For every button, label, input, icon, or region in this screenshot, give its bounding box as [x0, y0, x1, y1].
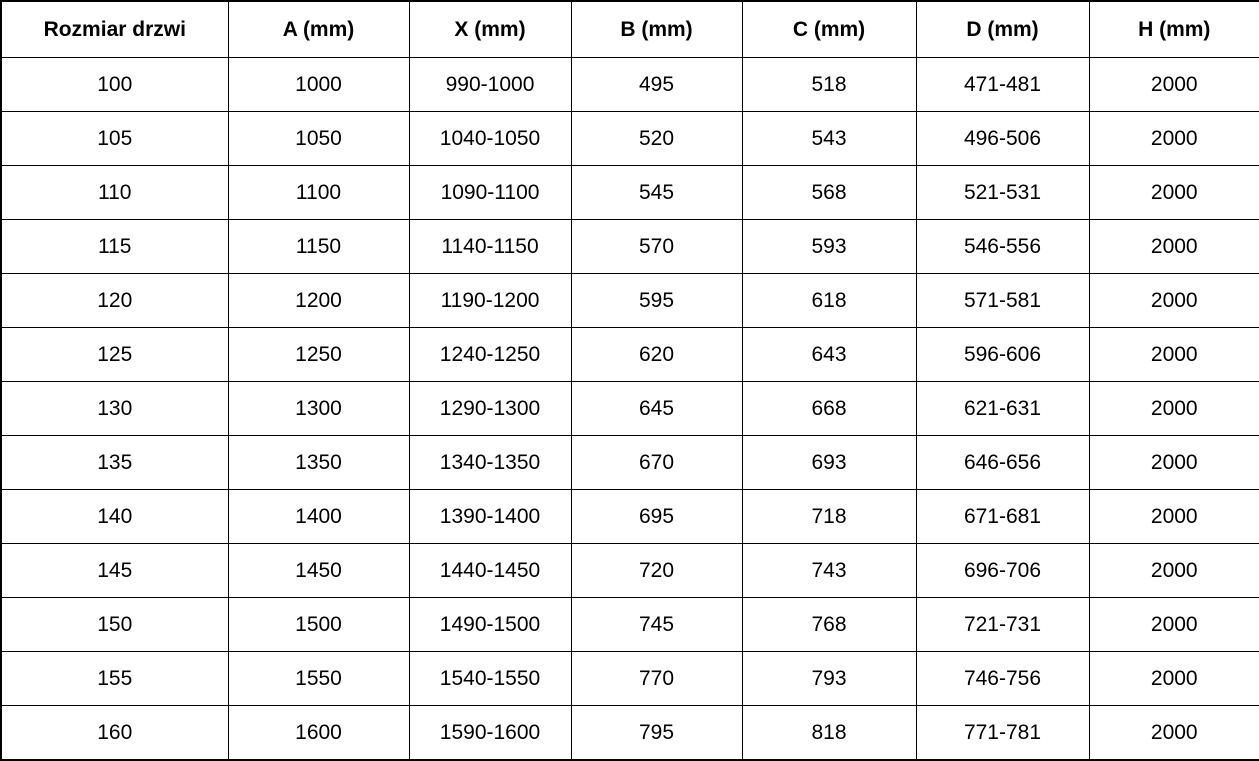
table-cell: 1250	[228, 328, 409, 382]
table-row	[1, 652, 1259, 706]
table-cell: 1450	[228, 544, 409, 598]
table-cell: 135	[1, 436, 228, 490]
table-row	[1, 598, 1259, 652]
table-cell: 2000	[1089, 220, 1259, 274]
header-row	[1, 1, 1259, 58]
table-cell: 145	[1, 544, 228, 598]
table-cell: 2000	[1089, 328, 1259, 382]
table-cell: 1050	[228, 112, 409, 166]
table-cell: 621-631	[916, 382, 1089, 436]
table-cell: 543	[742, 112, 916, 166]
table-cell: 990-1000	[409, 58, 571, 112]
table-row	[1, 490, 1259, 544]
table-cell: 620	[571, 328, 742, 382]
table-cell: 643	[742, 328, 916, 382]
column-header: A (mm)	[228, 1, 409, 58]
table-row	[1, 166, 1259, 220]
table-cell: 110	[1, 166, 228, 220]
table-cell: 496-506	[916, 112, 1089, 166]
table-cell: 120	[1, 274, 228, 328]
table-cell: 618	[742, 274, 916, 328]
table-cell: 743	[742, 544, 916, 598]
table-cell: 645	[571, 382, 742, 436]
table-cell: 1590-1600	[409, 706, 571, 760]
table-cell: 2000	[1089, 382, 1259, 436]
table-cell: 1340-1350	[409, 436, 571, 490]
table-cell: 746-756	[916, 652, 1089, 706]
table-cell: 1490-1500	[409, 598, 571, 652]
table-cell: 696-706	[916, 544, 1089, 598]
table-cell: 1540-1550	[409, 652, 571, 706]
table-cell: 2000	[1089, 436, 1259, 490]
table-cell: 1090-1100	[409, 166, 571, 220]
column-header: Rozmiar drzwi	[1, 1, 228, 58]
table-cell: 1240-1250	[409, 328, 571, 382]
table-cell: 546-556	[916, 220, 1089, 274]
table-cell: 1000	[228, 58, 409, 112]
table-cell: 1600	[228, 706, 409, 760]
table-cell: 768	[742, 598, 916, 652]
table-cell: 2000	[1089, 58, 1259, 112]
table-cell: 668	[742, 382, 916, 436]
table-row	[1, 382, 1259, 436]
table-cell: 518	[742, 58, 916, 112]
table-cell: 2000	[1089, 490, 1259, 544]
table-body	[1, 58, 1259, 760]
table-cell: 718	[742, 490, 916, 544]
table-cell: 2000	[1089, 544, 1259, 598]
table-cell: 545	[571, 166, 742, 220]
table-row	[1, 220, 1259, 274]
table-cell: 793	[742, 652, 916, 706]
column-header: B (mm)	[571, 1, 742, 58]
table-cell: 1150	[228, 220, 409, 274]
table-cell: 646-656	[916, 436, 1089, 490]
column-header: D (mm)	[916, 1, 1089, 58]
table-cell: 1550	[228, 652, 409, 706]
table-cell: 2000	[1089, 166, 1259, 220]
table-cell: 1390-1400	[409, 490, 571, 544]
table-cell: 818	[742, 706, 916, 760]
table-cell: 1500	[228, 598, 409, 652]
table-cell: 695	[571, 490, 742, 544]
table-cell: 2000	[1089, 274, 1259, 328]
table-cell: 115	[1, 220, 228, 274]
table-cell: 568	[742, 166, 916, 220]
column-header: H (mm)	[1089, 1, 1259, 58]
table-cell: 671-681	[916, 490, 1089, 544]
table-cell: 1190-1200	[409, 274, 571, 328]
table-cell: 795	[571, 706, 742, 760]
table-row	[1, 328, 1259, 382]
column-header: C (mm)	[742, 1, 916, 58]
table-cell: 155	[1, 652, 228, 706]
table-cell: 2000	[1089, 598, 1259, 652]
table-cell: 1290-1300	[409, 382, 571, 436]
table-cell: 721-731	[916, 598, 1089, 652]
table-cell: 2000	[1089, 706, 1259, 760]
table-cell: 1040-1050	[409, 112, 571, 166]
table-cell: 160	[1, 706, 228, 760]
table-cell: 596-606	[916, 328, 1089, 382]
table-cell: 593	[742, 220, 916, 274]
column-header: X (mm)	[409, 1, 571, 58]
table-row	[1, 274, 1259, 328]
table-row	[1, 436, 1259, 490]
table-cell: 571-581	[916, 274, 1089, 328]
table-row	[1, 544, 1259, 598]
table-cell: 520	[571, 112, 742, 166]
table-cell: 495	[571, 58, 742, 112]
table-cell: 521-531	[916, 166, 1089, 220]
table-row	[1, 112, 1259, 166]
table-header	[1, 1, 1259, 58]
table-cell: 745	[571, 598, 742, 652]
table-cell: 140	[1, 490, 228, 544]
table-cell: 2000	[1089, 112, 1259, 166]
table-row	[1, 706, 1259, 760]
table-cell: 770	[571, 652, 742, 706]
table-cell: 100	[1, 58, 228, 112]
table-cell: 105	[1, 112, 228, 166]
table-cell: 471-481	[916, 58, 1089, 112]
table-cell: 150	[1, 598, 228, 652]
table-cell: 1400	[228, 490, 409, 544]
table-cell: 1100	[228, 166, 409, 220]
table-cell: 1200	[228, 274, 409, 328]
table-cell: 125	[1, 328, 228, 382]
table-row	[1, 58, 1259, 112]
table-cell: 1440-1450	[409, 544, 571, 598]
table-cell: 130	[1, 382, 228, 436]
table-cell: 720	[571, 544, 742, 598]
table-cell: 1140-1150	[409, 220, 571, 274]
table-cell: 771-781	[916, 706, 1089, 760]
table-cell: 595	[571, 274, 742, 328]
table-cell: 693	[742, 436, 916, 490]
table-cell: 570	[571, 220, 742, 274]
table-cell: 670	[571, 436, 742, 490]
table-cell: 2000	[1089, 652, 1259, 706]
table-cell: 1350	[228, 436, 409, 490]
table-cell: 1300	[228, 382, 409, 436]
